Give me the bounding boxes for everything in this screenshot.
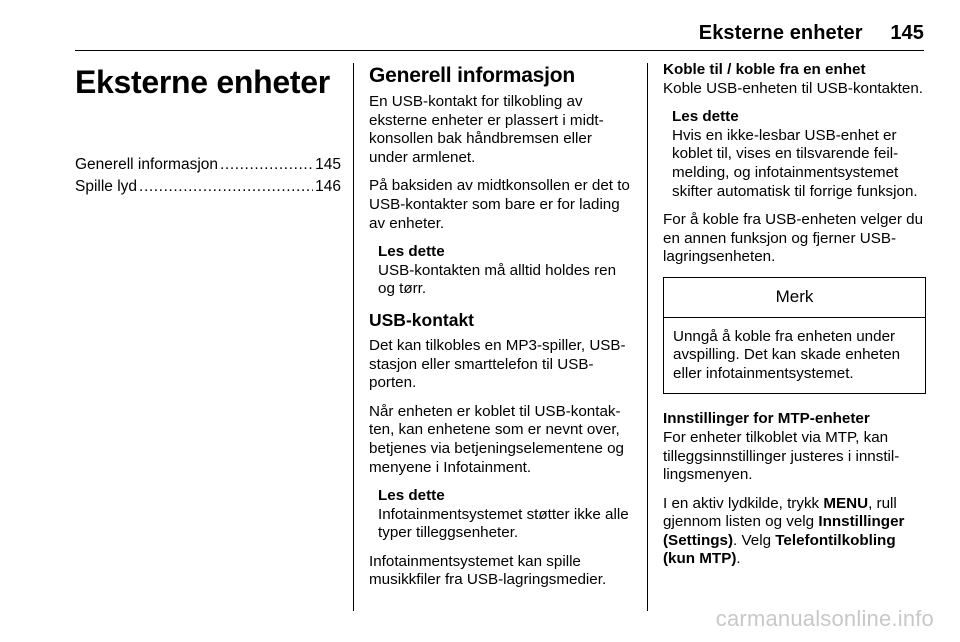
paragraph: For enheter tilkoblet via MTP, kan tilleggsinnstillinger justeres i innstillingsmenyen. (663, 428, 900, 484)
note-text: Infotainmentsystemet støtter ikke alle typer tilleggsenheter. (378, 505, 629, 542)
toc-leader (139, 176, 313, 198)
section-heading: Generell informasjon (369, 64, 576, 87)
warning-box-title: Merk (664, 278, 925, 318)
note (378, 243, 632, 299)
toc-page: 146 (315, 178, 341, 195)
phone-connection-label: Telefontilkobling (kun MTP) (663, 531, 896, 568)
subsection-heading: USB-kontakt (369, 309, 475, 330)
page-header (699, 22, 924, 45)
paragraph: En USB-kontakt for tilkobling av eksterne enheter er plassert i midtkonsollen bak håndbremsen eller under armlenet. (369, 93, 604, 166)
note-label: Les dette (672, 108, 739, 126)
paragraph: På baksiden av midtkonsollen er det to USB-kontakter som bare er for lading av enheter. (369, 177, 630, 232)
paragraph: For å koble fra USB-enheten velger du en annen funksjon og fjerner USB-lagringsenheten. (663, 211, 924, 266)
column-divider-1 (353, 63, 354, 611)
settings-menu-label: Innstillinger (Settings) (663, 513, 905, 549)
menu-key-label: MENU (823, 494, 869, 512)
toc-label: Spille lyd (75, 178, 138, 195)
text-run: . Velg (733, 531, 776, 549)
subsection-heading: Innstillinger for MTP-enheter (663, 410, 870, 428)
connect-column (663, 61, 926, 579)
note (672, 108, 926, 201)
header-rule (75, 50, 924, 51)
paragraph-menu-instructions (663, 495, 926, 569)
watermark: carmanualsonline.info (715, 606, 934, 631)
note-text: Hvis en ikke-lesbar USB-enhet er koblet til, vises en tilsvarende feilmelding, og infotainmentsystemet skifter automatisk til forrige funksjon. (672, 126, 918, 200)
note-label: Les dette (378, 243, 445, 261)
toc-page: 145 (315, 156, 341, 173)
toc-entry[interactable] (75, 154, 341, 176)
warning-box (663, 277, 926, 394)
paragraph: Det kan tilkobles en MP3-spiller, USB-stasjon eller smarttelefon til USB-porten. (369, 336, 626, 392)
column-divider-2 (647, 63, 648, 611)
note-text: USB-kontakten må alltid holdes ren og tørr. (378, 261, 617, 298)
toc-label: Generell informasjon (75, 156, 219, 173)
text-run: I en aktiv lydkilde, trykk (663, 494, 824, 512)
toc-entry[interactable] (75, 176, 341, 198)
text-run: . (736, 550, 741, 568)
header-title: Eksterne enheter (698, 22, 863, 44)
paragraph: Når enheten er koblet til USB-kontakten, kan enhetene som er nevnt over, betjenes via betjeningselementene og menyene i Infotainment. (369, 402, 624, 476)
paragraph: Infotainmentsystemet kan spille musikkfiler fra USB-lagringsmedier. (369, 552, 607, 589)
general-info-column (369, 61, 632, 600)
chapter-title: Eksterne enheter (75, 64, 330, 100)
toc-leader (220, 154, 313, 176)
paragraph: Koble USB-enheten til USB-kontakten. (663, 79, 924, 97)
warning-box-text: Unngå å koble fra enheten under avspilling. Det kan skade enheten eller infotainmentsystemet. (673, 327, 901, 382)
text-run: , rull gjennom listen og velg (663, 494, 897, 531)
subsection-heading: Koble til / koble fra en enhet (663, 61, 866, 78)
chapter-column (75, 61, 341, 198)
note-label: Les dette (378, 487, 445, 505)
page-number: 145 (890, 22, 924, 44)
note (378, 487, 632, 543)
